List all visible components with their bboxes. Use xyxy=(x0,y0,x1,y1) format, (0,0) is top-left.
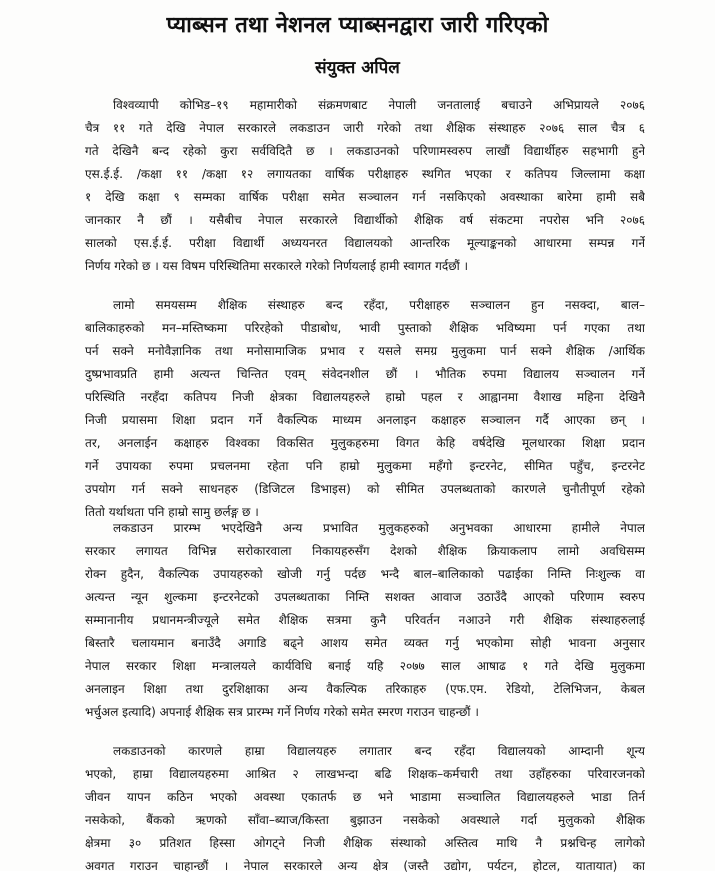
paragraph-line: अनलाइन शिक्षा तथा दुरशिक्षाका अन्य वैकल्पिक तरिकाहरु (एफ.एम. रेडियो, टेलिभिजन, केबल xyxy=(85,682,645,696)
paragraph-line: रोक्न हुदैन, वैकल्पिक उपायहरुको खोजी गर्नु पर्दछ भन्दै बाल–बालिकाको पढाईका निम्ति निःशुल्क वा xyxy=(85,567,645,581)
paragraph-line: निर्णय गरेको छ । यस विषम परिस्थितिमा सरकारले गरेको निर्णयलाई हामी स्वागत गर्दछौं । xyxy=(85,259,469,273)
paragraph-line: सालको एस.ई.ई. परीक्षा विद्यार्थी अध्ययनरत विद्यालयको आन्तरिक मूल्याङ्कनको आधारमा सम्पन्न गर्ने xyxy=(85,236,645,250)
document-subtitle: संयुक्त अपिल xyxy=(315,58,400,78)
paragraph-line: तर, अनलाईन कक्षाहरु विश्वका विकसित मुलुकहरुमा विगत केहि वर्षदेखि मूलधारका शिक्षा प्रदान xyxy=(85,436,645,450)
paragraph-line: १ देखि कक्षा ९ सम्मका वार्षिक परीक्षा समेत सञ्चालन गर्न नसकिएको अवस्थाका बारेमा हामी सबै xyxy=(85,190,645,204)
paragraph-line: नेपाल सरकार शिक्षा मन्त्रालयले कार्यविधि बनाई यहि २०७७ साल आषाढ १ गते देखि मुलुकमा xyxy=(85,659,645,673)
paragraph-line: भएको, हाम्रा विद्यालयहरुमा आश्रित २ लाखभन्दा बढि शिक्षक–कर्मचारी तथा उहाँहरुका परिवारजनको xyxy=(85,767,645,781)
paragraph-line: तितो यर्थाथता पनि हाम्रो सामु छर्लङ्ग छ । xyxy=(85,505,259,519)
paragraph-line: लकडाउनको कारणले हाम्रा विद्यालयहरु लगातार बन्द रहँदा विद्यालयको आम्दानी शून्य xyxy=(113,744,645,758)
paragraph-line: सरकार लगायत विभिन्न सरोकारवाला निकायहरुसँग देशको शैक्षिक क्रियाकलाप लामो अवधिसम्म xyxy=(85,544,645,558)
paragraph-line: बालिकाहरुको मन–मस्तिष्कमा परिरहेको पीडाबोध, भावी पुस्ताको शैक्षिक भविष्यमा पर्न गएका तथा xyxy=(85,321,645,335)
paragraph-line: लामो समयसम्म शैक्षिक संस्थाहरु बन्द रहँदा, परीक्षाहरु सञ्चालन हुन नसक्दा, बाल– xyxy=(113,298,645,312)
paragraph-line: बिस्तारै चलायमान बनाउँदै अगाडि बढ्ने आशय समेत व्यक्त गर्नु भएकोमा सोही भावना अनुसार xyxy=(85,636,645,650)
paragraph-line: जानकार नै छौं । यसैबीच नेपाल सरकारले विद्यार्थीको शैक्षिक वर्ष संकटमा नपरोस भनि २०७६ xyxy=(85,213,645,227)
paragraph-line: क्षेत्रमा ३० प्रतिशत हिस्सा ओगट्ने निजी शैक्षिक संस्थाको अस्तित्व माथि नै प्रश्नचिन्ह लागेको xyxy=(85,836,645,850)
paragraph-line: गते देखिनै बन्द रहेको कुरा सर्वविदितै छ । लकडाउनको परिणामस्वरुप लाखौं विद्यार्थीहरु सहभागी हुने xyxy=(85,144,645,158)
document-title: प्याब्सन तथा नेशनल प्याब्सनद्वारा जारी गरिएको xyxy=(166,13,549,38)
paragraph-4 xyxy=(85,740,645,878)
paragraph-line: अवगत गराउन चाहान्छौं । नेपाल सरकारले अन्य क्षेत्र (जस्तै उद्योग, पर्यटन, होटल, यातायात) का xyxy=(85,859,645,873)
paragraph-line: अत्यन्त न्यून शुल्कमा इन्टरनेटको उपलब्धताका निम्ति सशक्त आवाज उठाउँदै आएको परिणाम स्वरुप xyxy=(85,590,645,604)
paragraph-line: सम्मानानीय प्रधानमन्त्रीज्यूले समेत शैक्षिक सत्रमा कुनै परिवर्तन नआउने गरी शैक्षिक संस्थाहरुलाई xyxy=(85,613,645,627)
paragraph-2 xyxy=(85,294,645,524)
paragraph-line: निजी प्रयासमा शिक्षा प्रदान गर्ने वैकल्पिक माध्यम अनलाइन कक्षाहरु सञ्चालन गर्दै आएका छन् । xyxy=(85,413,645,427)
paragraph-line: गर्ने उपायका रुपमा प्रचलनमा रहेता पनि हाम्रो मुलुकमा महँगो इन्टरनेट, सीमित पहुँच, इन्टरनेट xyxy=(85,459,645,473)
paragraph-line: लकडाउन प्रारम्भ भएदेखिनै अन्य प्रभावित मुलुकहरुको अनुभवका आधारमा हामीले नेपाल xyxy=(113,521,645,535)
paragraph-line: एस.ई.ई. /कक्षा ११ /कक्षा १२ लगायतका वार्षिक परीक्षाहरु स्थगित भएका र कतिपय जिल्लामा कक्षा xyxy=(85,167,645,181)
paragraph-line: परिस्थिति नरहँदा कतिपय निजी क्षेत्रका विद्यालयहरुले हाम्रो पहल र आह्वानमा वैशाख महिना देखिनै xyxy=(85,390,645,404)
paragraph-3 xyxy=(85,517,645,724)
paragraph-line: चैत्र ११ गते देखि नेपाल सरकारले लकडाउन जारी गरेको तथा शैक्षिक संस्थाहरु २०७६ साल चैत्र ६ xyxy=(85,121,645,135)
paragraph-line: नसकेको, बैंकको ऋणको साँवा–ब्याज/किस्ता बुझाउन नसकेको अवस्थाले गर्दा मुलुकको शैक्षिक xyxy=(85,813,645,827)
paragraph-line: पर्न सक्ने मनोवैज्ञानिक तथा मनोसामाजिक प्रभाव र यसले समग्र मुलुकमा पार्न सक्ने शैक्षिक /आर्थिक xyxy=(85,344,645,358)
paragraph-line: दुष्प्रभावप्रति हामी अत्यन्त चिन्तित एवम् संवेदनशील छौं । भौतिक रुपमा विद्यालय सञ्चालन गर्ने xyxy=(85,367,645,381)
paragraph-line: भर्चुअल इत्यादि) अपनाई शैक्षिक सत्र प्रारम्भ गर्ने निर्णय गरेको समेत स्मरण गराउन चाहन्छौं । xyxy=(85,705,479,719)
paragraph-line: विश्वव्यापी कोभिड–१९ महामारीको संक्रमणबाट नेपाली जनतालाई बचाउने अभिप्रायले २०७६ xyxy=(113,98,645,112)
paragraph-1 xyxy=(85,94,645,278)
paragraph-line: उपयोग गर्न सक्ने साधनहरु (डिजिटल डिभाइस) को सीमित उपलब्धताको कारणले चुनौतीपूर्ण रहेको xyxy=(85,482,645,496)
paragraph-line: जीवन यापन कठिन भएको अवस्था एकातर्फ छ भने भाडामा सञ्चालित विद्यालयहरुले भाडा तिर्न xyxy=(85,790,645,804)
